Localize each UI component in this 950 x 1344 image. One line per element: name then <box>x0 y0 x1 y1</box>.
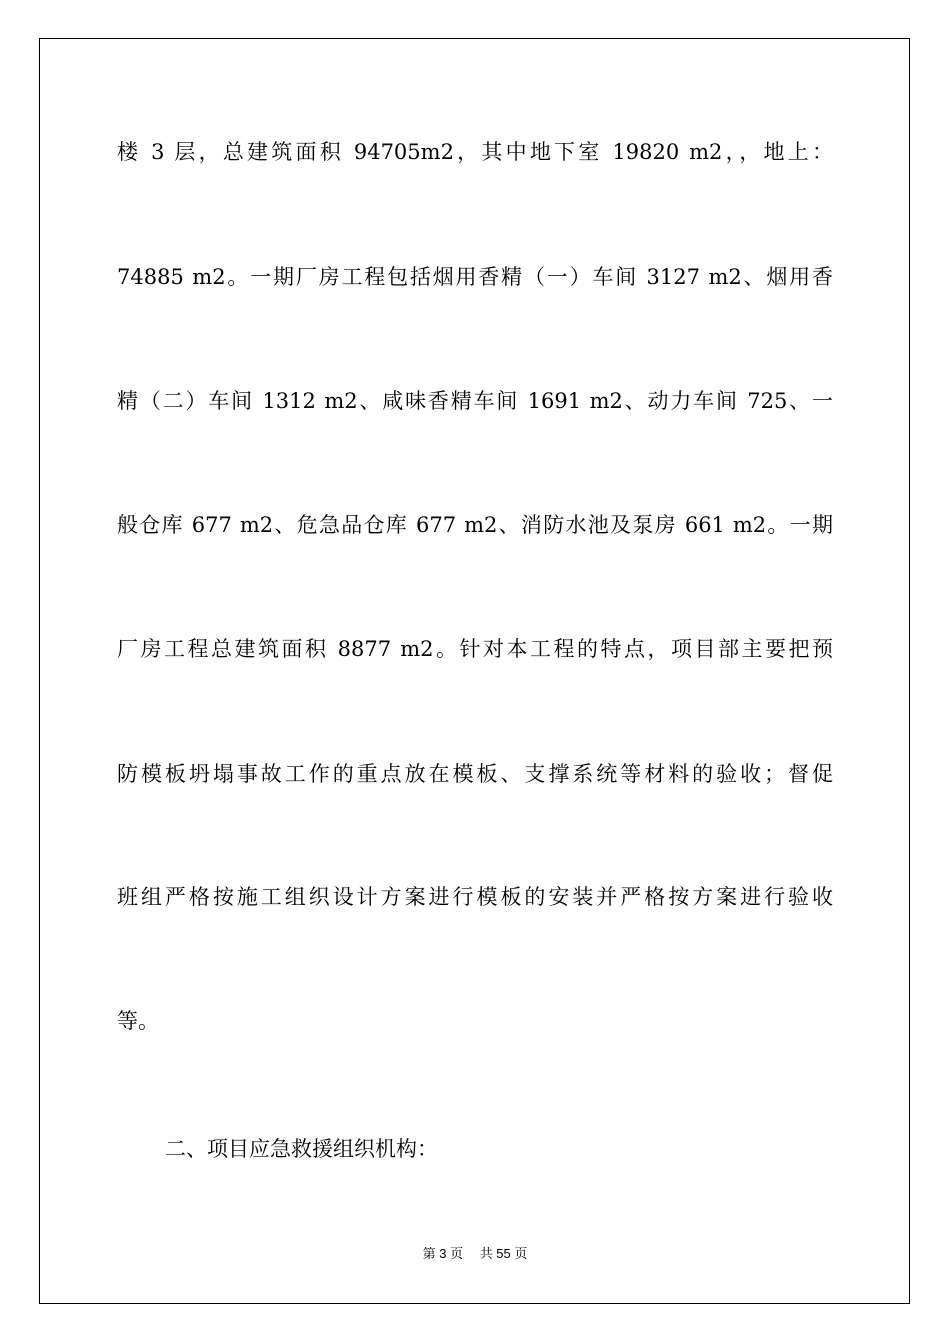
paragraph-line-7: 班组严格按施工组织设计方案进行模板的安装并严格按方案进行验收 <box>117 885 833 909</box>
paragraph-line-8: 等。 <box>117 1009 159 1033</box>
paragraph-line-2: 74885 m2。一期厂房工程包括烟用香精（一）车间 3127 m2、烟用香 <box>117 265 833 289</box>
section-heading: 二、项目应急救援组织机构： <box>165 1137 438 1161</box>
page-number-footer: 第 3 页 共 55 页 <box>422 1246 528 1261</box>
paragraph-line-4: 般仓库 677 m2、危急品仓库 677 m2、消防水池及泵房 661 m2。一期 <box>117 513 833 537</box>
paragraph-line-6: 防模板坍塌事故工作的重点放在模板、支撑系统等材料的验收；督促 <box>117 762 833 786</box>
paragraph-line-1: 楼 3 层，总建筑面积 94705m2，其中地下室 19820 m2，，地上： <box>117 140 833 164</box>
page-border <box>39 38 910 1304</box>
paragraph-line-3: 精（二）车间 1312 m2、咸味香精车间 1691 m2、动力车间 725、一 <box>117 389 833 413</box>
paragraph-line-5: 厂房工程总建筑面积 8877 m2。针对本工程的特点，项目部主要把预 <box>117 637 833 661</box>
